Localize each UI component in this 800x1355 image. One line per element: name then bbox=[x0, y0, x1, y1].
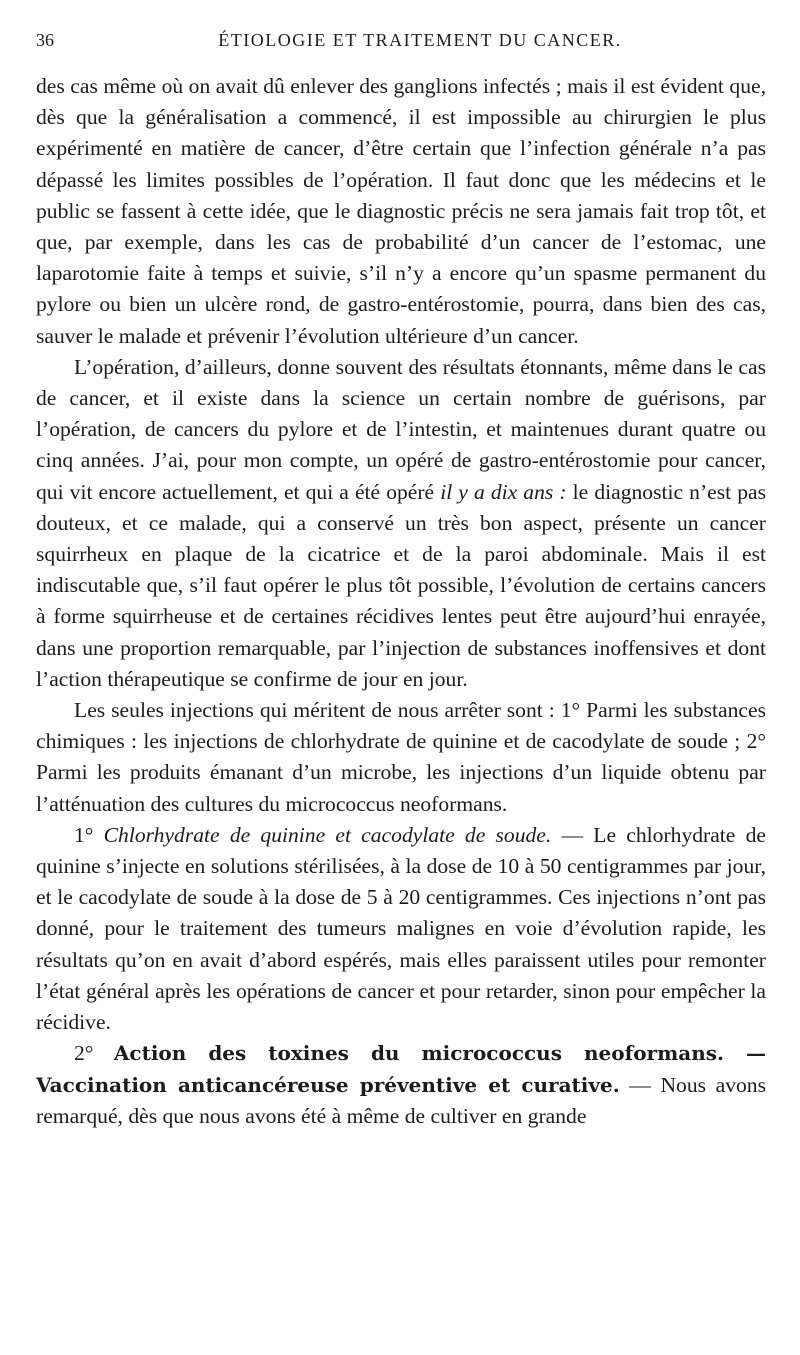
italic-phrase: il y a dix ans : bbox=[440, 479, 567, 504]
page-body bbox=[36, 71, 766, 1132]
section-number: 1° bbox=[74, 822, 104, 847]
section-heading-bold: Action des toxines du micrococcus neoformans. — Vaccination anticancéreuse préventive et curative. bbox=[36, 1041, 766, 1097]
paragraph-injections bbox=[36, 695, 766, 820]
paragraph-quinine bbox=[36, 820, 766, 1038]
paragraph-text: — Nous avons remarqué, dès que nous avons été à même de cultiver en grande bbox=[36, 1072, 766, 1128]
page-number: 36 bbox=[36, 30, 54, 50]
section-heading-italic: Chlorhydrate de quinine et cacodylate de soude. bbox=[103, 822, 552, 847]
paragraph-text: Les seules injections qui méritent de nous arrêter sont : 1° Parmi les substances chimiques : les injections de chlorhydrate de quinine et de cacodylate de soude ; 2° Parmi les produits émanant d’un microbe, les injections d’un liquide obtenu par l’atténuation des cultures du micrococcus neoformans. bbox=[36, 698, 766, 816]
page-header bbox=[36, 30, 764, 54]
running-title: ÉTIOLOGIE ET TRAITEMENT DU CANCER. bbox=[218, 30, 622, 50]
paragraph-operation bbox=[36, 352, 766, 695]
paragraph-text: — Le chlorhydrate de quinine s’injecte en solutions stérilisées, à la dose de 10 à 50 centigrammes par jour, et le cacodylate de soude à la dose de 5 à 20 centigrammes. Ces injections n’ont pas donné, pour le traitement des tumeurs malignes en voie d’évolution rapide, les résultats qu’on en avait d’abord espérés, mais elles paraissent utiles pour remonter l’état général après les opérations de cancer et pour retarder, sinon pour empêcher la récidive. bbox=[36, 822, 766, 1035]
paragraph-text: L’opération, d’ailleurs, donne souvent des résultats étonnants, même dans le cas de cancer, et il existe dans la science un certain nombre de guérisons, par l’opération, de cancers du pylore et de l’intestin, et maintenues durant quatre ou cinq années. J’ai, pour mon compte, un opéré de gastro-entérostomie pour cancer, qui vit encore actuellement, et qui a été opéré bbox=[36, 354, 766, 504]
section-number: 2° bbox=[74, 1041, 114, 1066]
paragraph-toxines bbox=[36, 1038, 766, 1132]
paragraph-text: le diagnostic n’est pas douteux, et ce malade, qui a conservé un très bon aspect, présente un cancer squirrheux en plaque de la cicatrice et de la paroi abdominale. Mais il est indiscutable que, s’il faut opérer le plus tôt possible, l’évolution de certains cancers à forme squirrheuse et de certaines récidives lentes peut être aujourd’hui enrayée, dans une proportion remarquable, par l’injection de substances inoffensives et dont l’action thérapeutique se confirme de jour en jour. bbox=[36, 479, 766, 691]
paragraph-text: des cas même où on avait dû enlever des ganglions infectés ; mais il est évident que, dès que la généralisation a commencé, il est impossible au chirurgien le plus expérimenté en matière de cancer, d’être certain que l’infection générale n’a pas dépassé les limites possibles de l’opération. Il faut donc que les médecins et le public se fassent à cette idée, que le diagnostic précis ne sera jamais fait trop tôt, et que, par exemple, dans les cas de probabilité d’un cancer de l’estomac, une laparotomie faite à temps et suivie, s’il n’y a encore qu’un spasme permanent du pylore ou bien un ulcère rond, de gastro-entérostomie, pourra, dans bien des cas, sauver le malade et prévenir l’évolution ultérieure d’un cancer. bbox=[36, 74, 766, 348]
paragraph-continued bbox=[36, 71, 766, 352]
